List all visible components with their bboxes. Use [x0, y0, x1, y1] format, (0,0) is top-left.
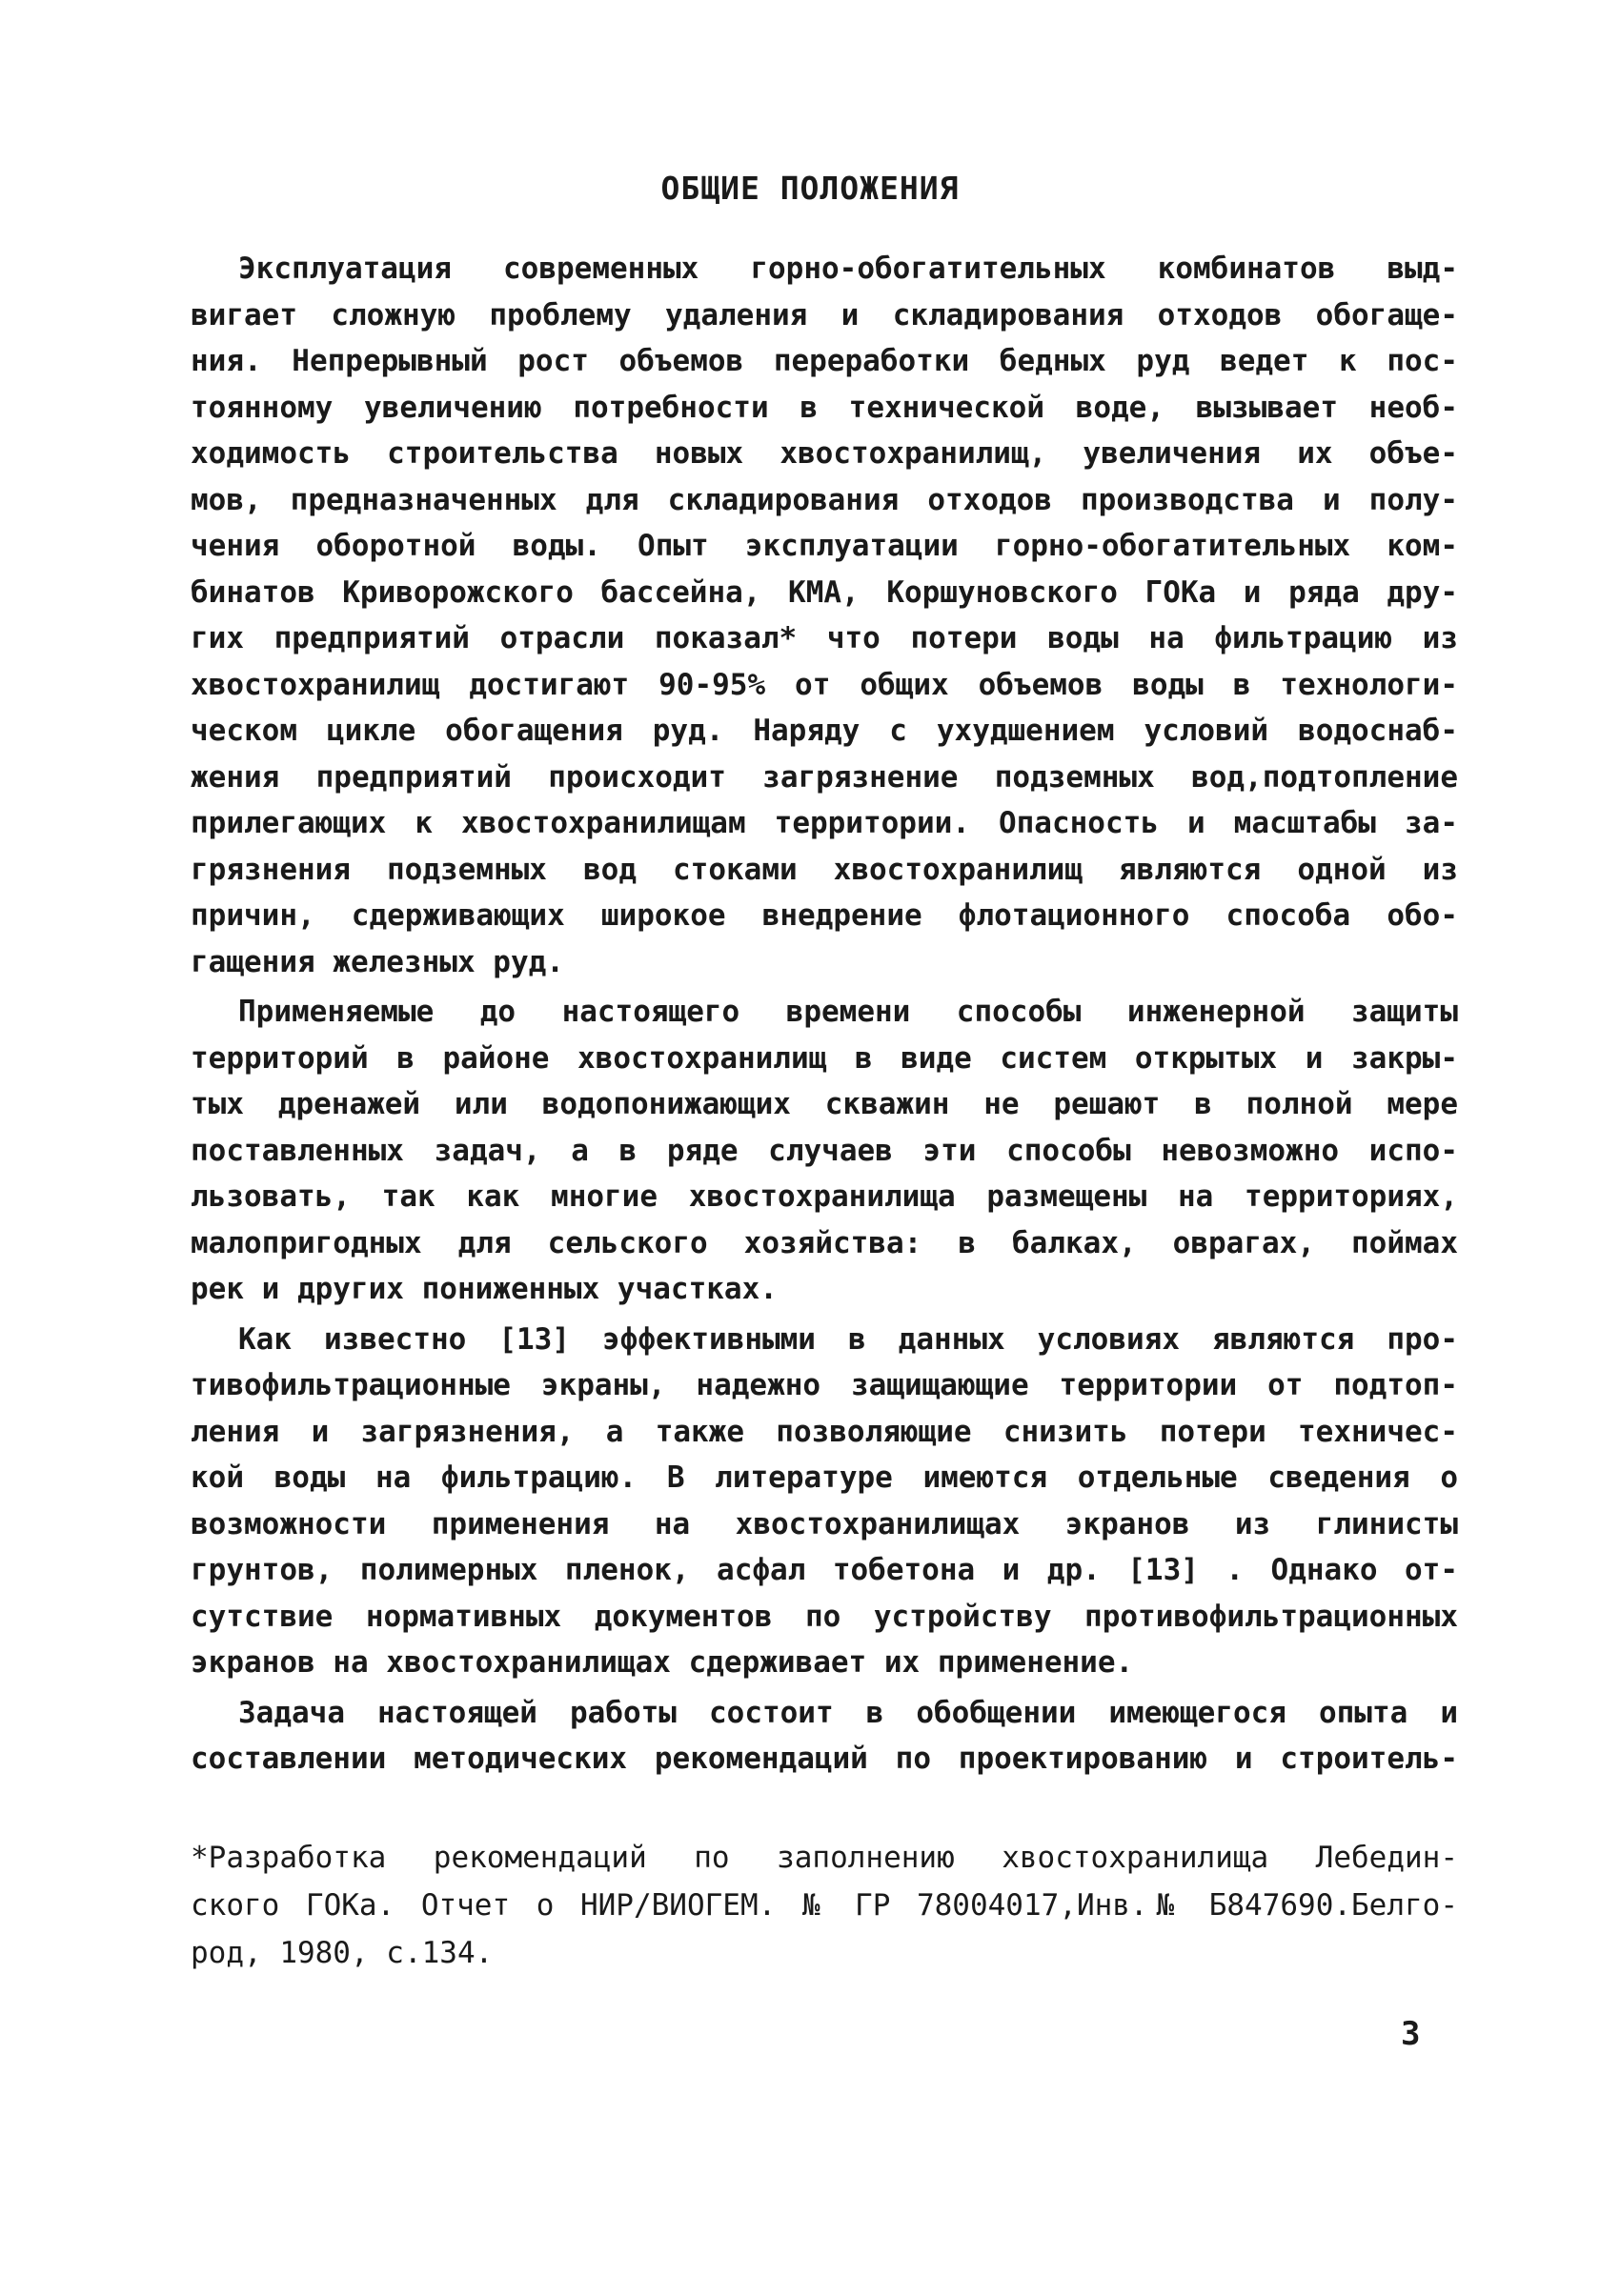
- text-line: поставленных задач, а в ряде случаев эти способы невозможно испо-: [191, 1133, 1458, 1168]
- footnote-line: *Разработка рекомендаций по заполнению хвостохранилища Лебедин-: [191, 1841, 1458, 1875]
- text-line: причин, сдерживающих широкое внедрение флотационного способа обо-: [191, 898, 1458, 933]
- text-line: экранов на хвостохранилищах сдерживает их применение.: [191, 1645, 1134, 1680]
- text-line: грунтов, полимерных пленок, асфал тобетона и др. [13] . Однако от-: [191, 1553, 1458, 1587]
- text-line: ления и загрязнения, а также позволяющие снизить потери техничес-: [191, 1414, 1458, 1449]
- text-line: возможности применения на хвостохранилищах экранов из глинисты: [191, 1506, 1458, 1541]
- text-line: ходимость строительства новых хвостохранилищ, увеличения их объе-: [191, 436, 1458, 471]
- text-line: хвостохранилищ достигают 90-95% от общих объемов воды в технологи-: [191, 667, 1458, 702]
- text-line: гих предприятий отрасли показал* что потери воды на фильтрацию из: [191, 621, 1458, 655]
- text-line: вигает сложную проблему удаления и складирования отходов обогаще-: [191, 297, 1458, 332]
- text-line: прилегающих к хвостохранилищам территории. Опасность и масштабы за-: [191, 806, 1458, 840]
- text-line: Применяемые до настоящего времени способы инженерной защиты: [238, 995, 1458, 1029]
- paragraph-1: [191, 246, 1458, 985]
- text-line: малопригодных для сельского хозяйства: в балках, оврагах, поймах: [191, 1225, 1458, 1260]
- footnote-line: ского ГОКа. Отчет о НИР/ВИОГЕМ. № ГР 78004017,Инв.№ Б847690.Белго-: [191, 1888, 1458, 1923]
- text-line: ния. Непрерывный рост объемов переработки бедных руд ведет к пос-: [191, 344, 1458, 378]
- text-line: сутствие нормативных документов по устройству противофильтрационных: [191, 1599, 1458, 1634]
- footnote: [191, 1834, 1458, 1977]
- text-line: Эксплуатация современных горно-обогатительных комбинатов выд-: [238, 252, 1458, 286]
- text-line: территорий в районе хвостохранилищ в виде систем открытых и закры-: [191, 1040, 1458, 1076]
- text-line: гащения железных руд.: [191, 944, 564, 979]
- text-line: Как известно [13] эффективными в данных условиях являются про-: [238, 1321, 1458, 1357]
- page-title: ОБЩИЕ ПОЛОЖЕНИЯ: [660, 170, 960, 207]
- text-line: тых дренажей или водопонижающих скважин не решают в полной мере: [191, 1087, 1458, 1121]
- paragraph-2: [191, 989, 1458, 1313]
- text-line: тоянному увеличению потребности в технической воде, вызывает необ-: [191, 390, 1458, 425]
- text-line: кой воды на фильтрацию. В литературе имеются отдельные сведения о: [191, 1460, 1458, 1495]
- text-line: бинатов Криворожского бассейна, КМА, Коршуновского ГОКа и ряда дру-: [191, 574, 1458, 610]
- footnote-line: род, 1980, с.134.: [191, 1936, 494, 1970]
- text-line: составлении методических рекомендаций по проектированию и строитель-: [191, 1742, 1458, 1776]
- text-line: чения оборотной воды. Опыт эксплуатации горно-обогатительных ком-: [191, 529, 1458, 563]
- text-line: ческом цикле обогащения руд. Наряду с ухудшением условий водоснаб-: [191, 714, 1458, 748]
- text-line: льзовать, так как многие хвостохранилища размещены на территориях,: [191, 1179, 1458, 1214]
- page-number: 3: [1401, 2015, 1421, 2053]
- text-line: тивофильтрационные экраны, надежно защищающие территории от подтоп-: [191, 1368, 1458, 1402]
- text-line: жения предприятий происходит загрязнение подземных вод,подтопление: [191, 759, 1458, 795]
- main-text: [191, 246, 1458, 1786]
- text-line: грязнения подземных вод стоками хвостохранилищ являются одной из: [191, 852, 1458, 887]
- text-line: рек и других пониженных участках.: [191, 1272, 778, 1306]
- paragraph-3: [191, 1317, 1458, 1686]
- text-line: мов, предназначенных для складирования отходов производства и полу-: [191, 482, 1458, 517]
- text-line: Задача настоящей работы состоит в обобщении имеющегося опыта и: [238, 1695, 1458, 1730]
- paragraph-4: [191, 1690, 1458, 1782]
